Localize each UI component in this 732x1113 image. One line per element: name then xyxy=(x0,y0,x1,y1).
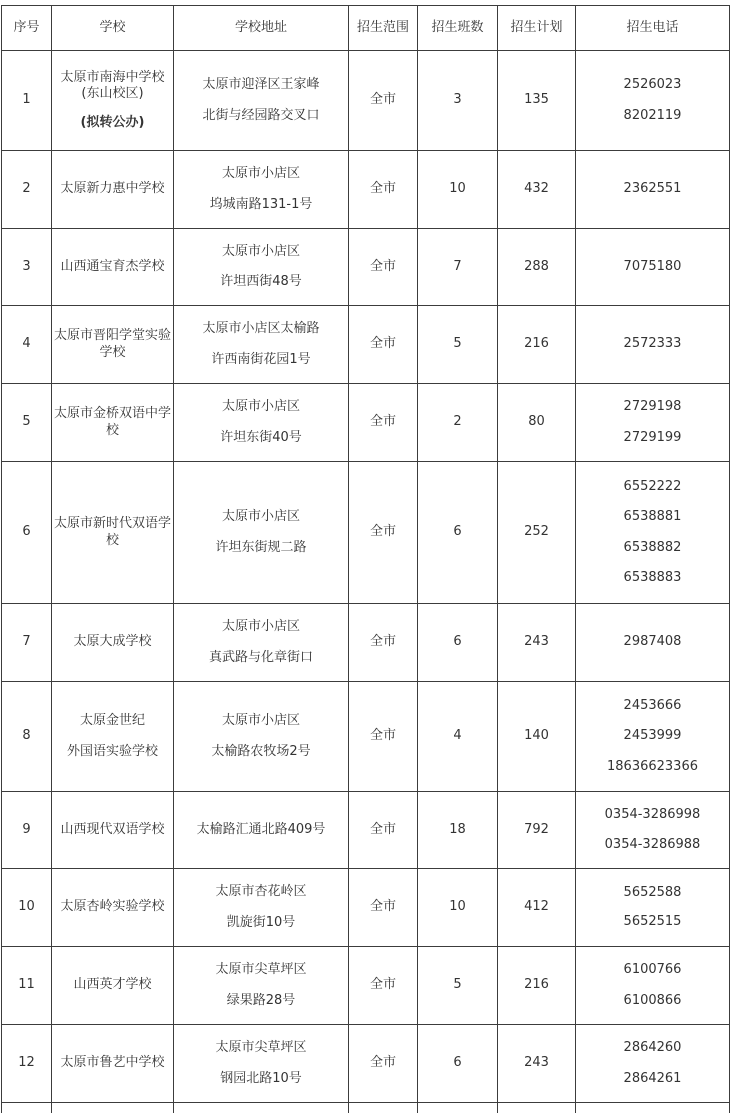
school-name-line: 学校 xyxy=(54,345,171,361)
address-line: 太榆路汇通北路409号 xyxy=(176,822,346,838)
empty-cell xyxy=(2,1103,52,1113)
row-number: 1 xyxy=(2,51,52,151)
school-name-line: 太原市金桥双语中学 xyxy=(54,406,171,422)
phone-number: 2453666 xyxy=(578,698,727,714)
address-line: 太原市尖草坪区 xyxy=(176,1040,346,1056)
empty-cell xyxy=(349,1103,418,1113)
class-count: 6 xyxy=(418,1025,498,1103)
row-number: 11 xyxy=(2,947,52,1025)
enrollment-plan: 792 xyxy=(498,792,576,869)
phone-numbers xyxy=(576,792,730,869)
table-row-partial xyxy=(2,1103,730,1113)
table-row xyxy=(2,384,730,462)
class-count: 6 xyxy=(418,462,498,604)
address-line: 许坦东街规二路 xyxy=(176,540,346,556)
school-name-line: 太原市鲁艺中学校 xyxy=(54,1055,171,1071)
school-name-line: 太原新力惠中学校 xyxy=(54,181,171,197)
class-count: 10 xyxy=(418,151,498,229)
school-name-line: 太原杏岭实验学校 xyxy=(54,899,171,915)
header-cell-scope: 招生范围 xyxy=(349,6,418,51)
school-name xyxy=(52,604,174,682)
address-line: 真武路与化章街口 xyxy=(176,650,346,666)
address-line: 太原市小店区 xyxy=(176,399,346,415)
school-name-line: 太原市晋阳学堂实验 xyxy=(54,328,171,344)
school-address xyxy=(174,869,349,947)
address-line: 钢园北路10号 xyxy=(176,1071,346,1087)
enrollment-scope: 全市 xyxy=(349,604,418,682)
enrollment-scope: 全市 xyxy=(349,947,418,1025)
phone-numbers xyxy=(576,306,730,384)
table-row xyxy=(2,229,730,306)
phone-numbers xyxy=(576,1025,730,1103)
enrollment-plan: 135 xyxy=(498,51,576,151)
header-cell-classes: 招生班数 xyxy=(418,6,498,51)
phone-number: 6100866 xyxy=(578,993,727,1009)
phone-number: 2453999 xyxy=(578,728,727,744)
class-count: 7 xyxy=(418,229,498,306)
header-row xyxy=(2,6,730,51)
phone-number: 2729198 xyxy=(578,399,727,415)
address-line: 太原市小店区 xyxy=(176,713,346,729)
school-name xyxy=(52,869,174,947)
address-line: 太榆路农牧场2号 xyxy=(176,744,346,760)
empty-cell xyxy=(52,1103,174,1113)
header-cell-no: 序号 xyxy=(2,6,52,51)
school-name-line: 山西通宝育杰学校 xyxy=(54,259,171,275)
phone-number: 2362551 xyxy=(578,181,727,197)
table-row xyxy=(2,792,730,869)
address-line: 太原市小店区太榆路 xyxy=(176,321,346,337)
school-name xyxy=(52,1025,174,1103)
empty-cell xyxy=(174,1103,349,1113)
table-row xyxy=(2,604,730,682)
school-address xyxy=(174,306,349,384)
school-name-line: 山西现代双语学校 xyxy=(54,822,171,838)
school-address xyxy=(174,604,349,682)
enrollment-plan: 216 xyxy=(498,306,576,384)
school-address xyxy=(174,792,349,869)
enrollment-scope: 全市 xyxy=(349,682,418,792)
row-number: 5 xyxy=(2,384,52,462)
school-name-line: 太原市南海中学校 xyxy=(54,70,171,86)
phone-number: 2526023 xyxy=(578,77,727,93)
phone-numbers xyxy=(576,947,730,1025)
enrollment-scope: 全市 xyxy=(349,51,418,151)
address-line: 太原市迎泽区王家峰 xyxy=(176,77,346,93)
row-number: 3 xyxy=(2,229,52,306)
phone-number: 6552222 xyxy=(578,479,727,495)
row-number: 6 xyxy=(2,462,52,604)
school-address xyxy=(174,1025,349,1103)
enrollment-scope: 全市 xyxy=(349,229,418,306)
school-name xyxy=(52,792,174,869)
empty-cell xyxy=(498,1103,576,1113)
enrollment-scope: 全市 xyxy=(349,792,418,869)
school-name xyxy=(52,306,174,384)
school-name xyxy=(52,384,174,462)
address-line: 太原市小店区 xyxy=(176,619,346,635)
header-cell-school: 学校 xyxy=(52,6,174,51)
row-number: 12 xyxy=(2,1025,52,1103)
school-address xyxy=(174,229,349,306)
school-name-line: 太原市新时代双语学 xyxy=(54,516,171,532)
phone-numbers xyxy=(576,604,730,682)
row-number: 4 xyxy=(2,306,52,384)
enrollment-plan: 288 xyxy=(498,229,576,306)
enrollment-plan: 432 xyxy=(498,151,576,229)
enrollment-plan: 252 xyxy=(498,462,576,604)
phone-numbers xyxy=(576,384,730,462)
address-line: 坞城南路131-1号 xyxy=(176,197,346,213)
address-line: 凯旋街10号 xyxy=(176,915,346,931)
phone-number: 0354-3286998 xyxy=(578,807,727,823)
row-number: 2 xyxy=(2,151,52,229)
school-name-line: 校 xyxy=(54,423,171,439)
school-name xyxy=(52,229,174,306)
enrollment-plan: 80 xyxy=(498,384,576,462)
table-row xyxy=(2,682,730,792)
phone-numbers xyxy=(576,682,730,792)
enrollment-plan: 216 xyxy=(498,947,576,1025)
address-line: 太原市小店区 xyxy=(176,166,346,182)
address-line: 太原市杏花岭区 xyxy=(176,884,346,900)
enrollment-plan: 243 xyxy=(498,1025,576,1103)
school-name xyxy=(52,151,174,229)
enrollment-plan: 243 xyxy=(498,604,576,682)
address-line: 太原市小店区 xyxy=(176,509,346,525)
class-count: 6 xyxy=(418,604,498,682)
phone-numbers xyxy=(576,462,730,604)
header-cell-address: 学校地址 xyxy=(174,6,349,51)
class-count: 3 xyxy=(418,51,498,151)
phone-numbers xyxy=(576,869,730,947)
table-row xyxy=(2,1025,730,1103)
class-count: 5 xyxy=(418,947,498,1025)
table-row xyxy=(2,869,730,947)
phone-number: 6538883 xyxy=(578,570,727,586)
phone-number: 2572333 xyxy=(578,336,727,352)
school-address xyxy=(174,682,349,792)
class-count: 18 xyxy=(418,792,498,869)
row-number: 9 xyxy=(2,792,52,869)
row-number: 8 xyxy=(2,682,52,792)
row-number: 10 xyxy=(2,869,52,947)
school-name-line: (东山校区) xyxy=(54,86,171,102)
enrollment-plan: 412 xyxy=(498,869,576,947)
class-count: 5 xyxy=(418,306,498,384)
school-name xyxy=(52,682,174,792)
school-address xyxy=(174,947,349,1025)
enrollment-scope: 全市 xyxy=(349,306,418,384)
table-row xyxy=(2,151,730,229)
class-count: 4 xyxy=(418,682,498,792)
class-count: 10 xyxy=(418,869,498,947)
phone-number: 5652588 xyxy=(578,885,727,901)
header-cell-plan: 招生计划 xyxy=(498,6,576,51)
address-line: 绿果路28号 xyxy=(176,993,346,1009)
address-line: 太原市小店区 xyxy=(176,244,346,260)
table-row xyxy=(2,306,730,384)
phone-number: 2864261 xyxy=(578,1071,727,1087)
class-count: 2 xyxy=(418,384,498,462)
school-note: (拟转公办) xyxy=(54,115,171,131)
school-name xyxy=(52,51,174,151)
school-name xyxy=(52,462,174,604)
phone-number: 2729199 xyxy=(578,430,727,446)
phone-numbers xyxy=(576,229,730,306)
phone-number: 2864260 xyxy=(578,1040,727,1056)
school-address xyxy=(174,151,349,229)
school-name-line: 太原金世纪 xyxy=(54,713,171,729)
empty-cell xyxy=(418,1103,498,1113)
phone-number: 6538881 xyxy=(578,509,727,525)
phone-numbers xyxy=(576,151,730,229)
address-line: 许坦西街48号 xyxy=(176,274,346,290)
school-name-line: 太原大成学校 xyxy=(54,634,171,650)
enrollment-scope: 全市 xyxy=(349,462,418,604)
empty-cell xyxy=(576,1103,730,1113)
address-line: 北街与经园路交叉口 xyxy=(176,108,346,124)
phone-number: 6538882 xyxy=(578,540,727,556)
admissions-table xyxy=(1,5,730,1113)
row-number: 7 xyxy=(2,604,52,682)
table-row xyxy=(2,462,730,604)
school-name-line: 山西英才学校 xyxy=(54,977,171,993)
school-address xyxy=(174,462,349,604)
phone-number: 7075180 xyxy=(578,259,727,275)
phone-number: 5652515 xyxy=(578,914,727,930)
enrollment-scope: 全市 xyxy=(349,869,418,947)
address-line: 许西南街花园1号 xyxy=(176,352,346,368)
school-name-line: 校 xyxy=(54,533,171,549)
enrollment-plan: 140 xyxy=(498,682,576,792)
phone-number: 2987408 xyxy=(578,634,727,650)
school-name-line: 外国语实验学校 xyxy=(54,744,171,760)
enrollment-scope: 全市 xyxy=(349,384,418,462)
phone-number: 8202119 xyxy=(578,108,727,124)
phone-numbers xyxy=(576,51,730,151)
school-name xyxy=(52,947,174,1025)
enrollment-scope: 全市 xyxy=(349,151,418,229)
address-line: 许坦东街40号 xyxy=(176,430,346,446)
phone-number: 18636623366 xyxy=(578,759,727,775)
table-row xyxy=(2,51,730,151)
table-row xyxy=(2,947,730,1025)
school-address xyxy=(174,384,349,462)
enrollment-scope: 全市 xyxy=(349,1025,418,1103)
phone-number: 6100766 xyxy=(578,962,727,978)
school-address xyxy=(174,51,349,151)
phone-number: 0354-3286988 xyxy=(578,837,727,853)
address-line: 太原市尖草坪区 xyxy=(176,962,346,978)
header-cell-phone: 招生电话 xyxy=(576,6,730,51)
